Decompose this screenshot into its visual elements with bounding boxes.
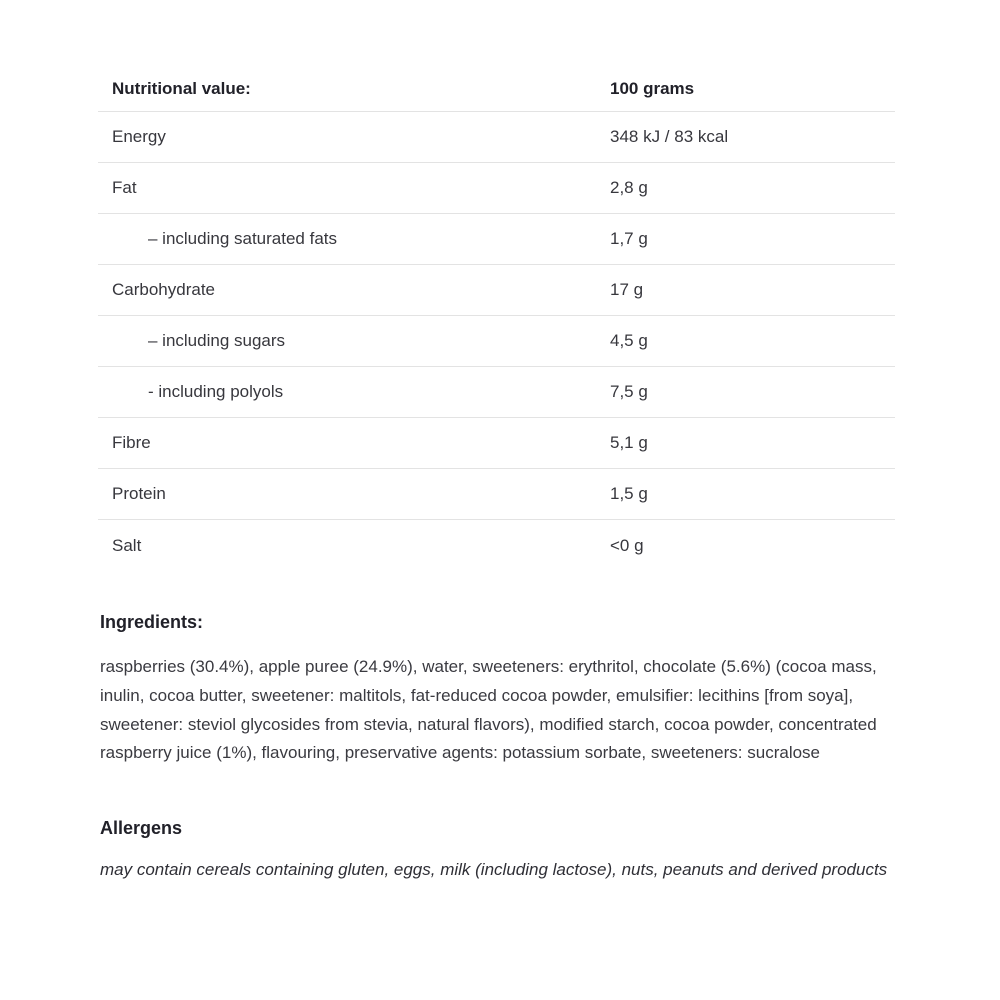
row-label: Carbohydrate: [112, 280, 216, 299]
row-value: 2,8 g: [610, 178, 648, 197]
nutrition-table-header-amount: 100 grams: [610, 78, 695, 98]
row-label: Salt: [112, 535, 142, 555]
ingredients-text: raspberries (30.4%), apple puree (24.9%), water, sweeteners: erythritol, chocolate (5.6%) (cocoa mass, inulin, cocoa butter, sweetener: maltitols, fat-reduced cocoa powder, emulsifier: lecithins [from soya], sweetener: steviol glycosides from stevia, natural flavors), modified starch, cocoa powder, concentrated raspberry juice (1%), flavouring, preservative agents: potassium sorbate, sweeteners: sucralose: [100, 657, 877, 763]
allergens-text: may contain cereals containing gluten, eggs, milk (including lactose), nuts, peanuts and derived products: [100, 860, 888, 879]
row-value: 5,1 g: [610, 433, 648, 452]
row-value: 348 kJ / 83 kcal: [610, 127, 729, 146]
table-row-protein: [98, 469, 895, 520]
row-label: Protein: [112, 484, 166, 503]
row-label: Energy: [112, 127, 166, 146]
row-label: - including polyols: [148, 382, 284, 401]
row-label: Fat: [112, 178, 137, 197]
nutrition-table-header-label: Nutritional value:: [112, 78, 251, 98]
row-value: 17 g: [610, 280, 644, 299]
row-value: 1,5 g: [610, 484, 648, 503]
allergens-section: [100, 818, 890, 884]
nutrition-table-header-row: [98, 66, 895, 112]
row-label: – including sugars: [148, 331, 286, 350]
ingredients-heading: Ingredients:: [100, 612, 204, 632]
row-value: 1,7 g: [610, 229, 648, 248]
table-row-carbohydrate: [98, 265, 895, 316]
allergens-heading: Allergens: [100, 818, 183, 838]
row-label: – including saturated fats: [148, 229, 338, 248]
table-row-energy: [98, 112, 895, 163]
row-value: 4,5 g: [610, 331, 648, 350]
nutrition-table: [98, 66, 895, 571]
table-row-fibre: [98, 418, 895, 469]
table-row-sugars: [98, 316, 895, 367]
row-value: <0 g: [610, 535, 644, 555]
table-row-polyols: [98, 367, 895, 418]
table-row-fat: [98, 163, 895, 214]
table-row-saturated-fats: [98, 214, 895, 265]
row-label: Fibre: [112, 433, 151, 452]
table-row-salt: [98, 520, 895, 571]
ingredients-section: [100, 612, 890, 768]
row-value: 7,5 g: [610, 382, 648, 401]
